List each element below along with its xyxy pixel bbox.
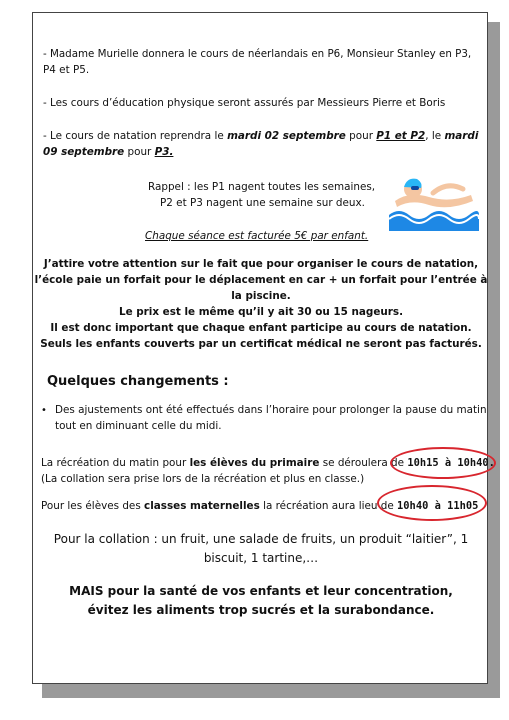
swimmer-icon <box>389 171 479 231</box>
attention-line3: la piscine. <box>231 290 291 302</box>
text: se déroulera de <box>319 457 408 469</box>
bullet-line1: Des ajustements ont été effectués dans l’horaire pour prolonger la pause du matin <box>55 404 487 416</box>
document-page <box>32 12 495 684</box>
text: pour <box>345 130 377 142</box>
paragraph-swimming-line1 <box>43 129 478 144</box>
text: , le <box>425 130 445 142</box>
class-text: P3. <box>154 146 174 158</box>
warning-line1: MAIS pour la santé de vos enfants et leur concentration, <box>69 584 453 598</box>
text: la récréation aura lieu de <box>259 500 398 512</box>
section-heading: Quelques changements : <box>47 374 229 389</box>
primary-time: 10h15 à 10h40. <box>407 457 495 469</box>
session-price <box>145 229 368 244</box>
red-circle-annotation <box>377 485 487 521</box>
snack-note: (La collation sera prise lors de la récréation et plus en classe.) <box>41 473 365 485</box>
date-text: mardi 02 septembre <box>227 130 346 142</box>
nursery-label: classes maternelles <box>144 500 260 512</box>
snack-line1: Pour la collation : un fruit, une salade de fruits, un produit “laitier”, 1 <box>53 532 469 546</box>
session-price-text: Chaque séance est facturée 5€ par enfant. <box>145 230 369 242</box>
bullet-line2: tout en diminuant celle du midi. <box>55 420 222 432</box>
text: Pour les élèves des <box>41 500 145 512</box>
primary-label: les élèves du primaire <box>189 457 320 469</box>
nursery-time: 10h40 à 11h05 <box>397 500 479 512</box>
text: pour <box>124 146 155 158</box>
red-circle-annotation <box>390 447 496 479</box>
attention-line5: Il est donc important que chaque enfant participe au cours de natation. <box>50 322 472 334</box>
reminder-line1: Rappel : les P1 nagent toutes les semaines, <box>148 181 376 193</box>
class-text: P1 et P2 <box>376 130 426 142</box>
attention-line2: l’école paie un forfait pour le déplacement en car + un forfait pour l’entrée à <box>34 274 488 286</box>
attention-line6: Seuls les enfants couverts par un certificat médical ne seront pas facturés. <box>40 338 482 350</box>
text: - Le cours de natation reprendra le <box>43 130 228 142</box>
date-text: mardi <box>444 130 479 142</box>
warning-line2: évitez les aliments trop sucrés et la surabondance. <box>87 603 435 617</box>
snack-line2: biscuit, 1 tartine,… <box>203 551 319 565</box>
bullet-dot: • <box>41 405 47 416</box>
paragraph-dutch-line2: P4 et P5. <box>43 64 90 76</box>
paragraph-dutch-course <box>43 47 471 62</box>
date-text: 09 septembre <box>43 146 125 158</box>
attention-line1: J’attire votre attention sur le fait que pour organiser le cours de natation, <box>43 258 479 270</box>
paragraph-dutch-line1: - Madame Murielle donnera le cours de néerlandais en P6, Monsieur Stanley en P3, <box>43 48 472 60</box>
attention-line4: Le prix est le même qu’il y ait 30 ou 15 nageurs. <box>118 306 404 318</box>
paragraph-physical-education: - Les cours d’éducation physique seront assurés par Messieurs Pierre et Boris <box>43 97 446 109</box>
text: La récréation du matin pour <box>41 457 190 469</box>
reminder-line2: P2 et P3 nagent une semaine sur deux. <box>160 197 365 209</box>
paragraph-swimming-line2 <box>43 145 173 160</box>
